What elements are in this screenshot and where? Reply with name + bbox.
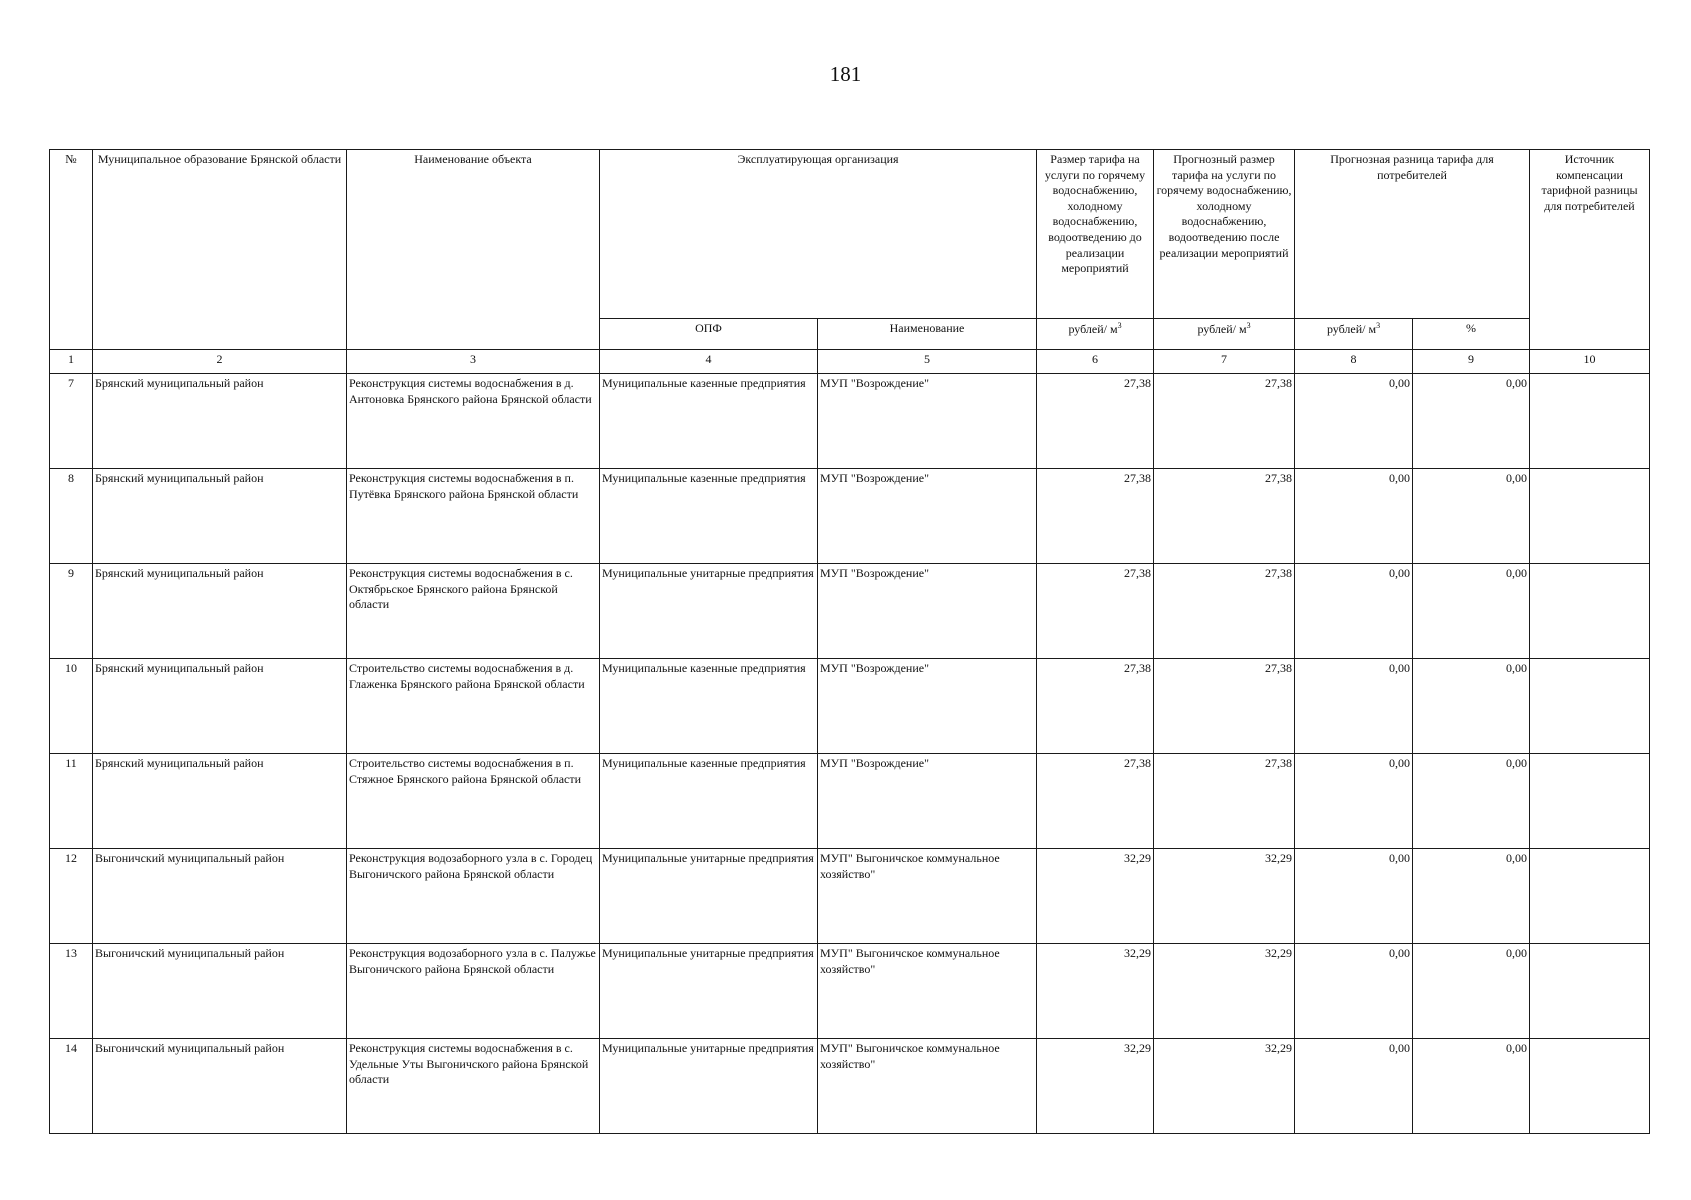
table-body	[50, 374, 1650, 1134]
cell-compensation	[1530, 1039, 1650, 1134]
cell-tariff-after: 32,29	[1154, 849, 1295, 944]
cell-tariff-before: 27,38	[1037, 754, 1154, 849]
cell-no: 9	[50, 564, 93, 659]
cell-operator-name: МУП" Выгоничское коммунальное хозяйство"	[818, 944, 1037, 1039]
cell-diff-pct: 0,00	[1413, 754, 1530, 849]
column-index: 7	[1154, 350, 1295, 374]
cell-no: 7	[50, 374, 93, 469]
header-object: Наименование объекта	[347, 150, 600, 350]
cell-municipality: Выгоничский муниципальный район	[93, 849, 347, 944]
header-opf: ОПФ	[600, 319, 818, 350]
tariff-table	[49, 149, 1650, 1134]
unit-superscript: 3	[1376, 321, 1381, 330]
unit-label: рублей/ м	[1326, 322, 1377, 336]
cell-opf: Муниципальные казенные предприятия	[600, 659, 818, 754]
column-index: 6	[1037, 350, 1154, 374]
cell-tariff-before: 27,38	[1037, 374, 1154, 469]
cell-operator-name: МУП "Возрождение"	[818, 374, 1037, 469]
cell-tariff-before: 32,29	[1037, 849, 1154, 944]
cell-compensation	[1530, 754, 1650, 849]
cell-tariff-before: 32,29	[1037, 1039, 1154, 1134]
cell-diff-rub: 0,00	[1295, 564, 1413, 659]
cell-diff-rub: 0,00	[1295, 469, 1413, 564]
cell-opf: Муниципальные казенные предприятия	[600, 374, 818, 469]
cell-no: 11	[50, 754, 93, 849]
cell-operator-name: МУП" Выгоничское коммунальное хозяйство"	[818, 1039, 1037, 1134]
cell-municipality: Выгоничский муниципальный район	[93, 944, 347, 1039]
cell-diff-pct: 0,00	[1413, 374, 1530, 469]
cell-diff-pct: 0,00	[1413, 944, 1530, 1039]
cell-compensation	[1530, 659, 1650, 754]
cell-tariff-after: 32,29	[1154, 944, 1295, 1039]
unit-label: рублей/ м	[1197, 322, 1247, 336]
cell-operator-name: МУП "Возрождение"	[818, 754, 1037, 849]
cell-object: Реконструкция системы водоснабжения в д. Антоновка Брянского района Брянской области	[347, 374, 600, 469]
column-index: 2	[93, 350, 347, 374]
header-tariff-after: Прогнозный размер тарифа на услуги по горячему водоснабжению, холодному водоснабжению, водоотведению после реализации мероприятий	[1154, 150, 1295, 319]
table-row	[50, 944, 1650, 1039]
cell-object: Реконструкция водозаборного узла в с. Городец Выгоничского района Брянской области	[347, 849, 600, 944]
cell-operator-name: МУП "Возрождение"	[818, 659, 1037, 754]
cell-municipality: Брянский муниципальный район	[93, 564, 347, 659]
cell-opf: Муниципальные унитарные предприятия	[600, 1039, 818, 1134]
cell-opf: Муниципальные унитарные предприятия	[600, 849, 818, 944]
cell-diff-pct: 0,00	[1413, 564, 1530, 659]
cell-municipality: Брянский муниципальный район	[93, 469, 347, 564]
table-row	[50, 564, 1650, 659]
unit-superscript: 3	[1117, 321, 1122, 330]
column-index: 3	[347, 350, 600, 374]
cell-municipality: Брянский муниципальный район	[93, 754, 347, 849]
cell-no: 8	[50, 469, 93, 564]
header-tariff-diff: Прогнозная разница тарифа для потребителей	[1295, 150, 1530, 319]
header-unit-before	[1037, 319, 1154, 350]
column-index: 10	[1530, 350, 1650, 374]
cell-no: 12	[50, 849, 93, 944]
cell-diff-rub: 0,00	[1295, 374, 1413, 469]
cell-tariff-after: 32,29	[1154, 1039, 1295, 1134]
cell-object: Реконструкция водозаборного узла в с. Палужье Выгоничского района Брянской области	[347, 944, 600, 1039]
cell-diff-rub: 0,00	[1295, 659, 1413, 754]
header-compensation: Источник компенсации тарифной разницы для потребителей	[1530, 150, 1650, 350]
cell-diff-pct: 0,00	[1413, 469, 1530, 564]
header-unit-after	[1154, 319, 1295, 350]
column-index-row	[50, 350, 1650, 374]
header-unit-pct: %	[1413, 319, 1530, 350]
cell-tariff-after: 27,38	[1154, 469, 1295, 564]
cell-no: 13	[50, 944, 93, 1039]
cell-diff-rub: 0,00	[1295, 944, 1413, 1039]
header-operator: Эксплуатирующая организация	[600, 150, 1037, 319]
cell-object: Реконструкция системы водоснабжения в с. Удельные Уты Выгоничского района Брянской области	[347, 1039, 600, 1134]
cell-no: 10	[50, 659, 93, 754]
cell-municipality: Брянский муниципальный район	[93, 374, 347, 469]
cell-compensation	[1530, 849, 1650, 944]
table-row	[50, 374, 1650, 469]
cell-tariff-before: 27,38	[1037, 469, 1154, 564]
cell-tariff-after: 27,38	[1154, 754, 1295, 849]
header-tariff-before: Размер тарифа на услуги по горячему водоснабжению, холодному водоснабжению, водоотведению до реализации мероприятий	[1037, 150, 1154, 319]
cell-opf: Муниципальные казенные предприятия	[600, 469, 818, 564]
unit-label: рублей/ м	[1068, 322, 1118, 336]
cell-tariff-before: 27,38	[1037, 659, 1154, 754]
header-unit-diff	[1295, 319, 1413, 350]
cell-diff-pct: 0,00	[1413, 849, 1530, 944]
column-index: 9	[1413, 350, 1530, 374]
cell-compensation	[1530, 469, 1650, 564]
cell-diff-rub: 0,00	[1295, 1039, 1413, 1134]
cell-compensation	[1530, 944, 1650, 1039]
cell-municipality: Брянский муниципальный район	[93, 659, 347, 754]
cell-object: Реконструкция системы водоснабжения в п. Путёвка Брянского района Брянской области	[347, 469, 600, 564]
cell-tariff-after: 27,38	[1154, 564, 1295, 659]
cell-opf: Муниципальные унитарные предприятия	[600, 564, 818, 659]
page-number: 181	[829, 62, 862, 86]
table-row	[50, 659, 1650, 754]
table-row	[50, 754, 1650, 849]
column-index: 8	[1295, 350, 1413, 374]
unit-superscript: 3	[1246, 321, 1251, 330]
cell-diff-rub: 0,00	[1295, 849, 1413, 944]
cell-tariff-after: 27,38	[1154, 659, 1295, 754]
table-row	[50, 1039, 1650, 1134]
cell-no: 14	[50, 1039, 93, 1134]
cell-tariff-after: 27,38	[1154, 374, 1295, 469]
header-no: №	[50, 150, 93, 350]
cell-object: Реконструкция системы водоснабжения в с. Октябрьское Брянского района Брянской области	[347, 564, 600, 659]
header-municipality: Муниципальное образование Брянской области	[93, 150, 347, 350]
table-row	[50, 469, 1650, 564]
cell-tariff-before: 27,38	[1037, 564, 1154, 659]
table-row	[50, 849, 1650, 944]
cell-diff-rub: 0,00	[1295, 754, 1413, 849]
cell-operator-name: МУП "Возрождение"	[818, 469, 1037, 564]
cell-diff-pct: 0,00	[1413, 659, 1530, 754]
column-index: 5	[818, 350, 1037, 374]
column-index: 4	[600, 350, 818, 374]
cell-opf: Муниципальные казенные предприятия	[600, 754, 818, 849]
header-operator-name: Наименование	[818, 319, 1037, 350]
cell-diff-pct: 0,00	[1413, 1039, 1530, 1134]
cell-object: Строительство системы водоснабжения в п. Стяжное Брянского района Брянской области	[347, 754, 600, 849]
cell-compensation	[1530, 374, 1650, 469]
column-index: 1	[50, 350, 93, 374]
cell-operator-name: МУП "Возрождение"	[818, 564, 1037, 659]
cell-operator-name: МУП" Выгоничское коммунальное хозяйство"	[818, 849, 1037, 944]
cell-tariff-before: 32,29	[1037, 944, 1154, 1039]
cell-compensation	[1530, 564, 1650, 659]
cell-municipality: Выгоничский муниципальный район	[93, 1039, 347, 1134]
cell-opf: Муниципальные унитарные предприятия	[600, 944, 818, 1039]
cell-object: Строительство системы водоснабжения в д. Глаженка Брянского района Брянской области	[347, 659, 600, 754]
